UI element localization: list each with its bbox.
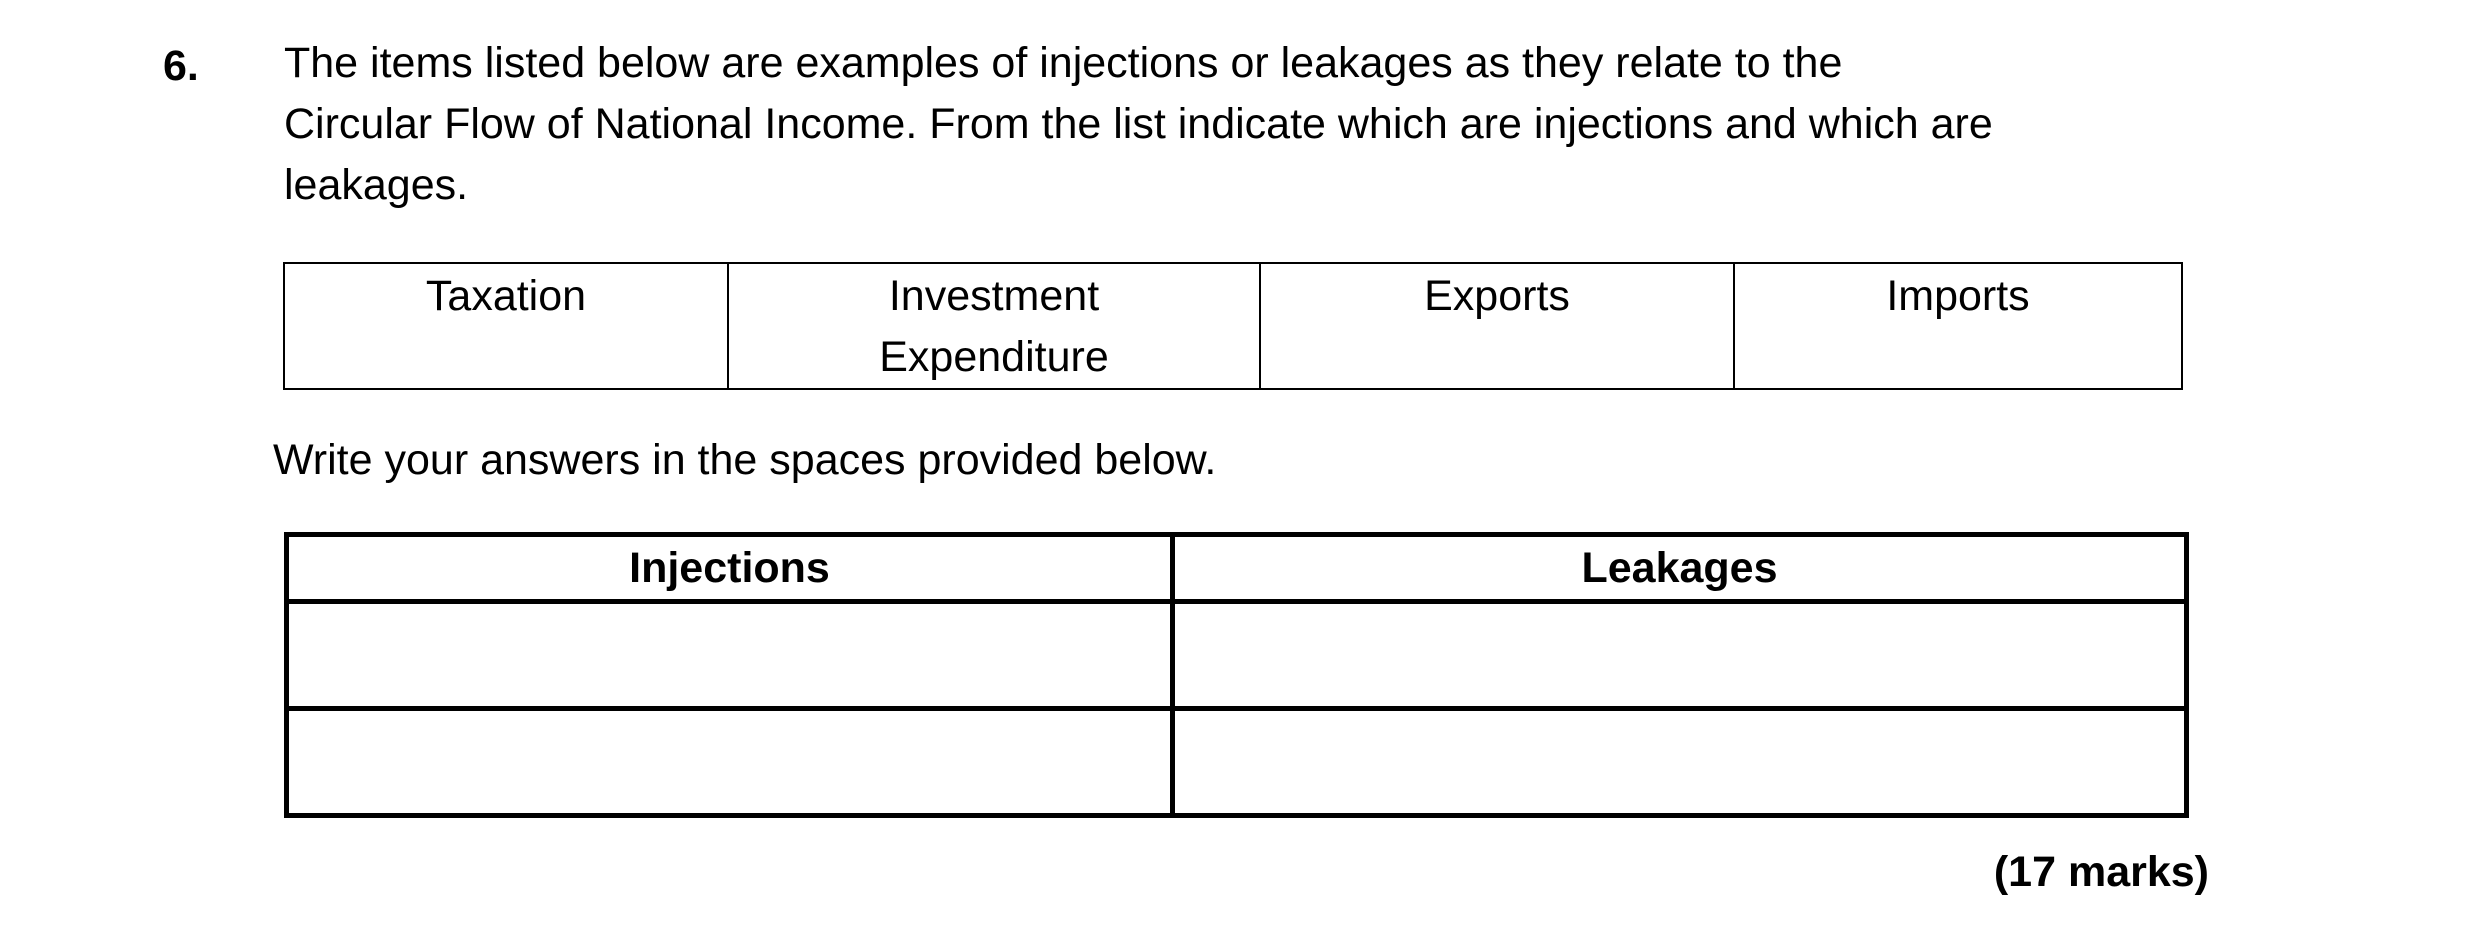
items-row — [284, 263, 2182, 389]
question-text-line: Circular Flow of National Income. From the list indicate which are injections and which are — [284, 100, 1993, 148]
item-cell-investment-expenditure — [728, 263, 1260, 389]
instruction-text: Write your answers in the spaces provided below. — [273, 436, 1217, 484]
item-label: Investment — [888, 272, 1100, 320]
items-table — [283, 262, 2183, 390]
answer-table — [284, 532, 2189, 818]
item-cell-exports — [1260, 263, 1734, 389]
leakage-answer-cell[interactable] — [1173, 709, 2187, 816]
leakage-answer-cell[interactable] — [1173, 602, 2187, 709]
item-label: Taxation — [425, 272, 587, 320]
answer-row — [287, 709, 2187, 816]
injection-answer-cell[interactable] — [287, 602, 1173, 709]
answer-row — [287, 602, 2187, 709]
injection-answer-cell[interactable] — [287, 709, 1173, 816]
item-label: Exports — [1424, 272, 1570, 320]
item-cell-taxation — [284, 263, 728, 389]
injections-header: Injections — [287, 535, 1173, 602]
item-label: Expenditure — [879, 333, 1109, 381]
item-label: Imports — [1886, 272, 2030, 320]
question-number: 6. — [163, 42, 199, 90]
question-text-line: The items listed below are examples of injections or leakages as they relate to the — [284, 39, 1843, 87]
answer-header-row — [287, 535, 2187, 602]
marks-label: (17 marks) — [1993, 848, 2209, 896]
leakages-header: Leakages — [1173, 535, 2187, 602]
item-cell-imports — [1734, 263, 2182, 389]
question-text-line: leakages. — [284, 161, 469, 209]
question-text — [284, 33, 2214, 216]
